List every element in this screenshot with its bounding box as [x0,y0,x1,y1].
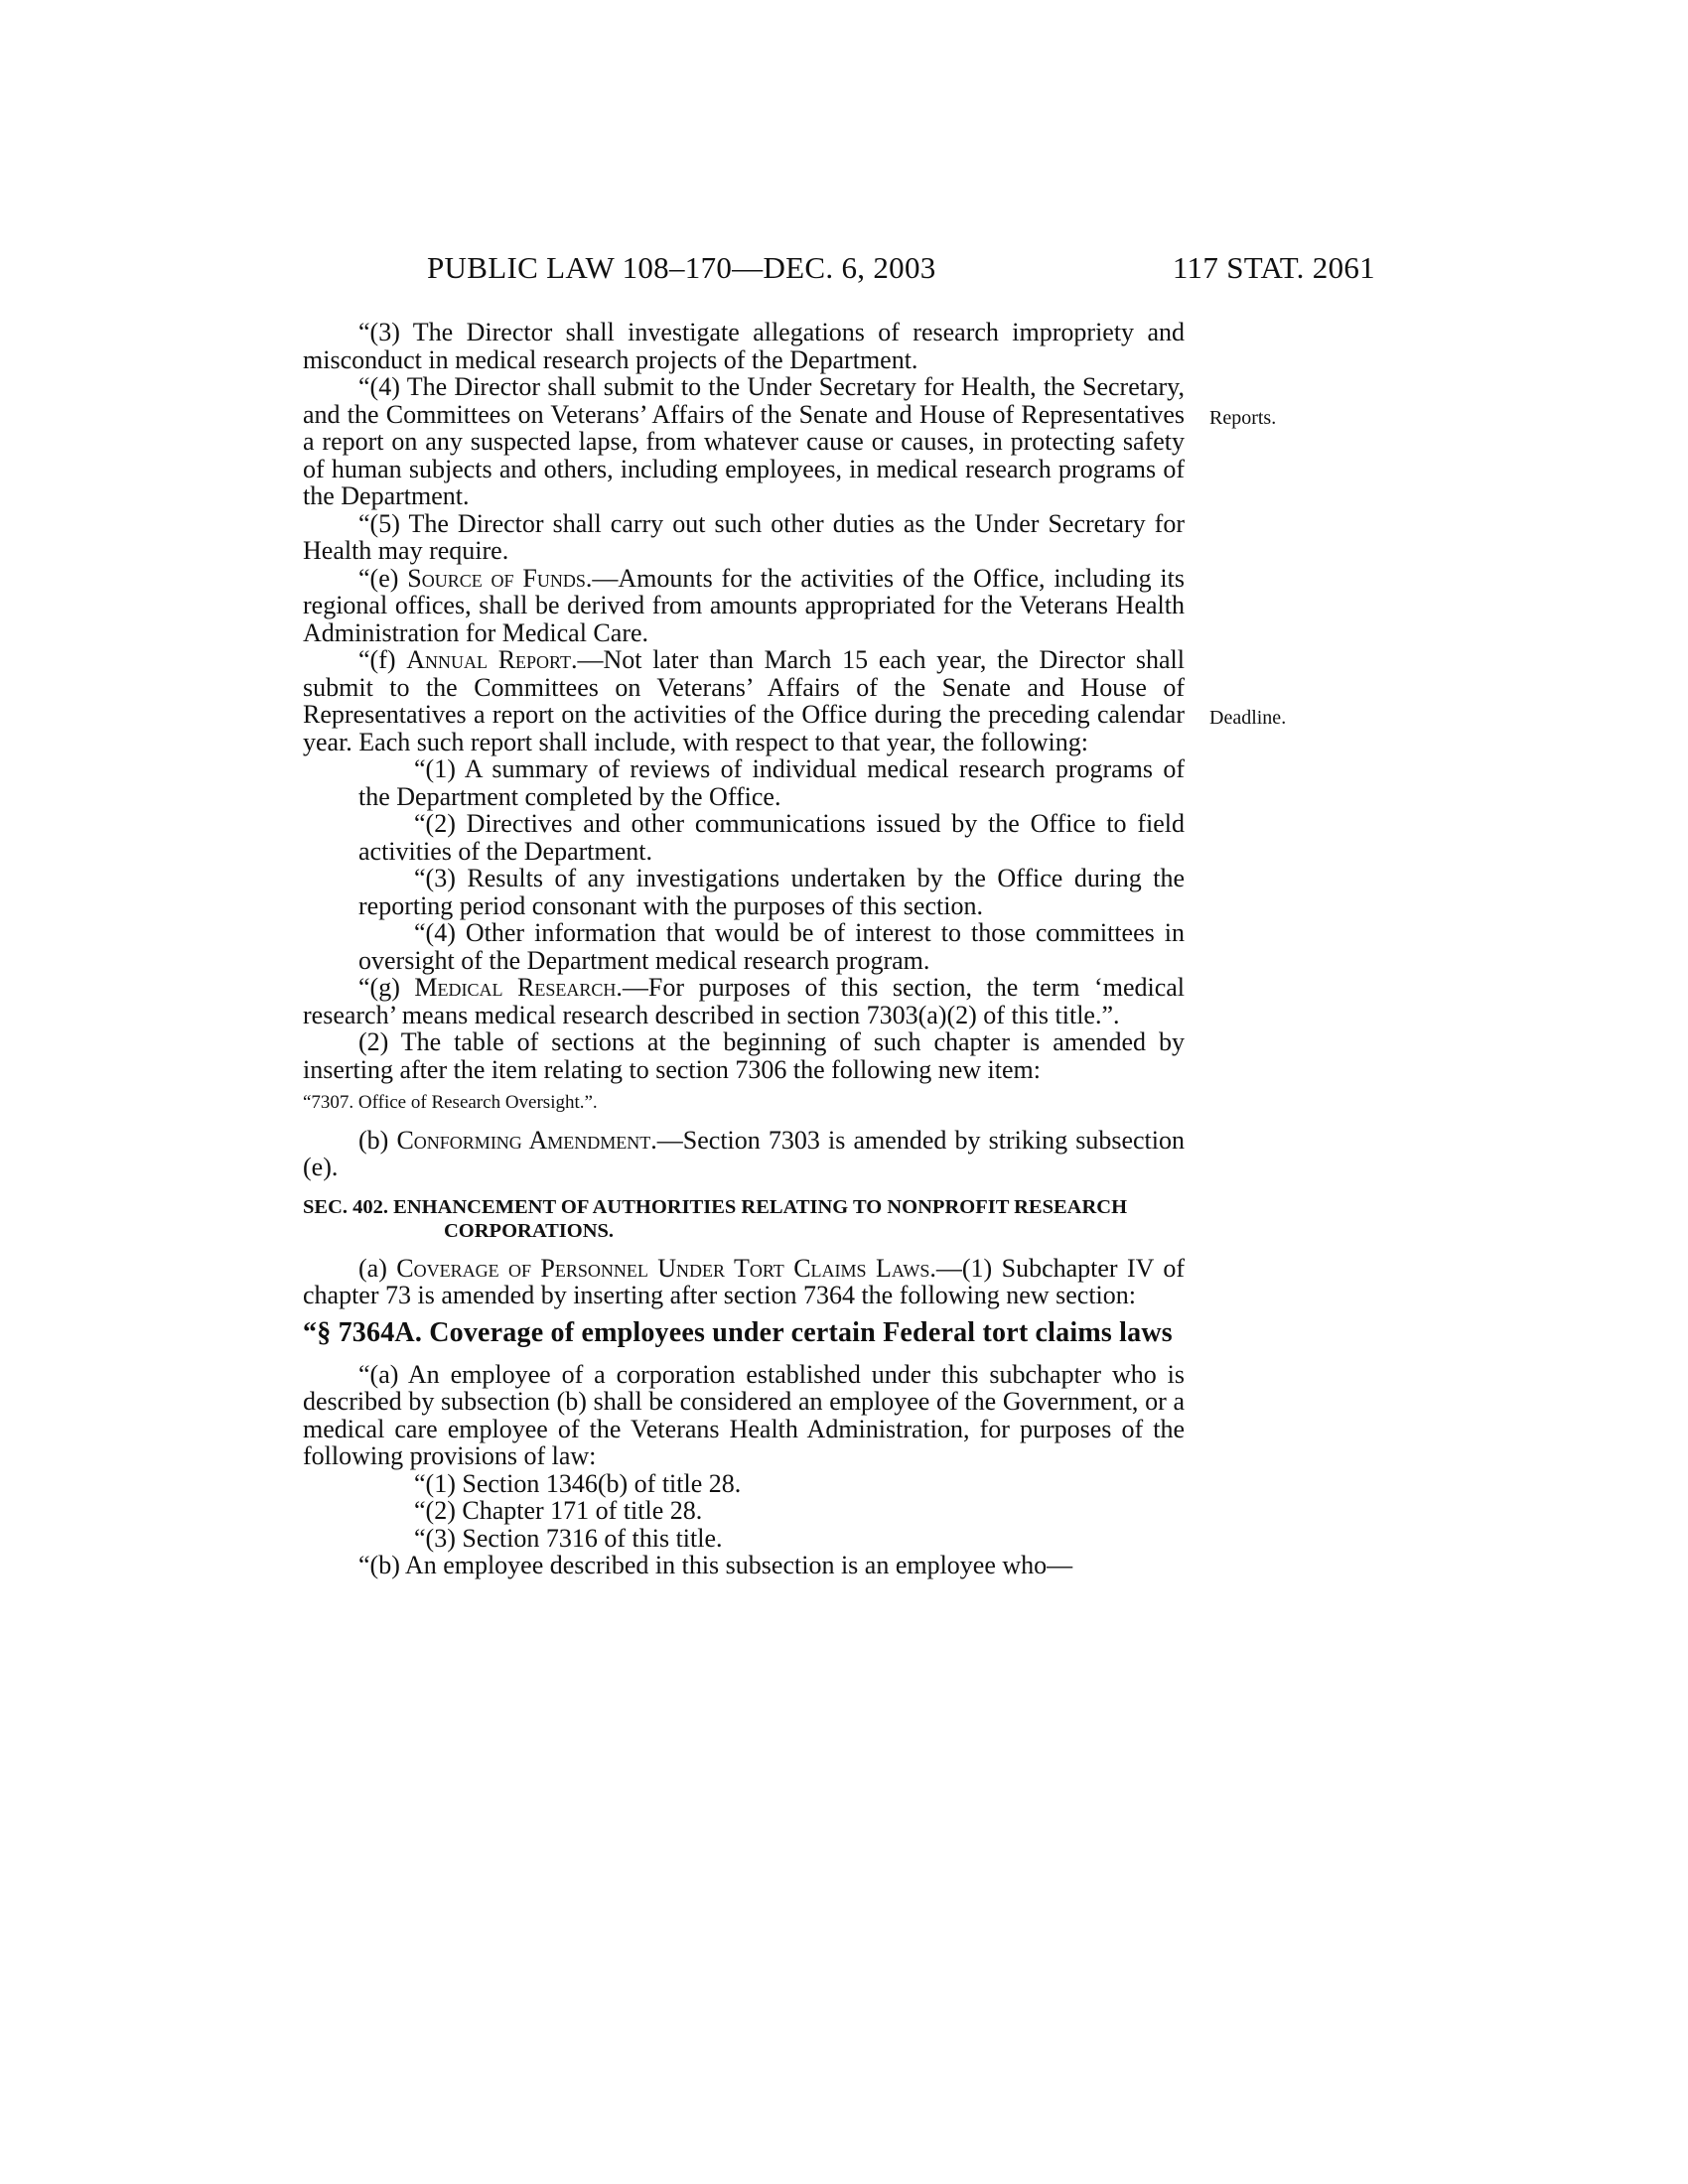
margin-note-reports: Reports. [1209,407,1277,429]
section-7364a-subsection-b: “(b) An employee described in this subsection is an employee who— [358,1551,1073,1579]
subsection-e-heading: Source of Funds [407,563,586,593]
subsection-f-text: .—Not later than March 15 each year, the Director shall submit to the Committees on Veterans’ Affairs of the Senate and House of Representatives a report on the activities of the Office during the preceding calendar year. Each such report shall include, with respect to that year, the following: [303,645,1185,756]
section-402-label: SEC. 402. [303,1195,394,1218]
report-item-4: “(4) Other information that would be of interest to those committees in oversight of the Department medical research program. [358,918,1185,975]
paragraph-director-duty-4: “(4) The Director shall submit to the Under Secretary for Health, the Secretary, and the Committees on Veterans’ Affairs of the Senate and House of Representatives a report on any suspected lapse, from whatever cause or causes, in protecting safety of human subjects and others, including employees, in medical research programs of the Department. [303,372,1185,510]
report-item-2: “(2) Directives and other communications issued by the Office to field activities of the Department. [358,809,1185,866]
page-header [303,250,1375,290]
subsection-b-conforming-amendment [303,1127,1185,1181]
subsection-f-heading: Annual Report [406,645,571,674]
subsection-f-prefix: “(f) [358,645,407,674]
table-of-sections-item: “7307. Office of Research Oversight.”. [303,1092,598,1113]
paragraph-director-duty-5: “(5) The Director shall carry out such other duties as the Under Secretary for Health may require. [303,508,1185,565]
subsection-a-prefix: (a) [358,1253,397,1283]
paragraph-table-of-sections: (2) The table of sections at the beginning of such chapter is amended by inserting after the item relating to section 7306 the following new item: [303,1027,1185,1084]
subsection-g-prefix: “(g) [358,973,415,1002]
subsection-a-heading: Coverage of Personnel Under Tort Claims Laws [396,1253,930,1283]
margin-note-deadline: Deadline. [1209,707,1287,729]
paragraph-director-duty-3: “(3) The Director shall investigate allegations of research impropriety and misconduct in medical research projects of the Department. [303,318,1185,374]
document-body [303,319,1185,1579]
subsection-b-text: .—Section 7303 is amended by striking subsection (e). [303,1125,1185,1181]
subsection-a-tort-claims [303,1255,1185,1309]
section-402-heading [303,1195,1185,1243]
section-7364a-subsection-a: “(a) An employee of a corporation established under this subchapter who is described by subsection (b) shall be considered an employee of the Government, or a medical care employee of the Veterans Health Administration, for purposes of the following provisions of law: [303,1359,1185,1470]
subsection-a-text: .—(1) Subchapter IV of chapter 73 is amended by inserting after section 7364 the following new section: [303,1253,1186,1309]
subsection-e-prefix: “(e) [358,563,408,593]
subsection-b-heading: Conforming Amendment [396,1125,651,1155]
statute-page-reference: 117 STAT. 2061 [1172,250,1375,285]
subsection-e-text: .—Amounts for the activities of the Office, including its regional offices, shall be derived from amounts appropriated for the Veterans Health Administration for Medical Care. [303,563,1185,647]
subsection-g-heading: Medical Research [414,973,617,1002]
provision-item-1: “(1) Section 1346(b) of title 28. [414,1468,742,1498]
report-item-3: “(3) Results of any investigations undertaken by the Office during the reporting period consonant with the purposes of this section. [358,864,1185,920]
subsection-b-prefix: (b) [358,1125,397,1155]
provision-item-3: “(3) Section 7316 of this title. [414,1523,723,1553]
report-item-1: “(1) A summary of reviews of individual medical research programs of the Department completed by the Office. [358,754,1185,811]
section-402-title: ENHANCEMENT OF AUTHORITIES RELATING TO NONPROFIT RESEARCH CORPORATIONS. [393,1195,1128,1242]
section-7364a-heading: “§ 7364A. Coverage of employees under certain Federal tort claims laws [303,1316,1173,1348]
provision-item-2: “(2) Chapter 171 of title 28. [414,1496,703,1525]
subsection-f-annual-report [303,646,1185,755]
subsection-g-text: .—For purposes of this section, the term ‘medical research’ means medical research described in section 7303(a)(2) of this title.”. [303,973,1186,1029]
subsection-g-medical-research [303,974,1185,1028]
subsection-e-source-of-funds [303,565,1185,647]
running-head-title: PUBLIC LAW 108–170—DEC. 6, 2003 [427,250,936,285]
